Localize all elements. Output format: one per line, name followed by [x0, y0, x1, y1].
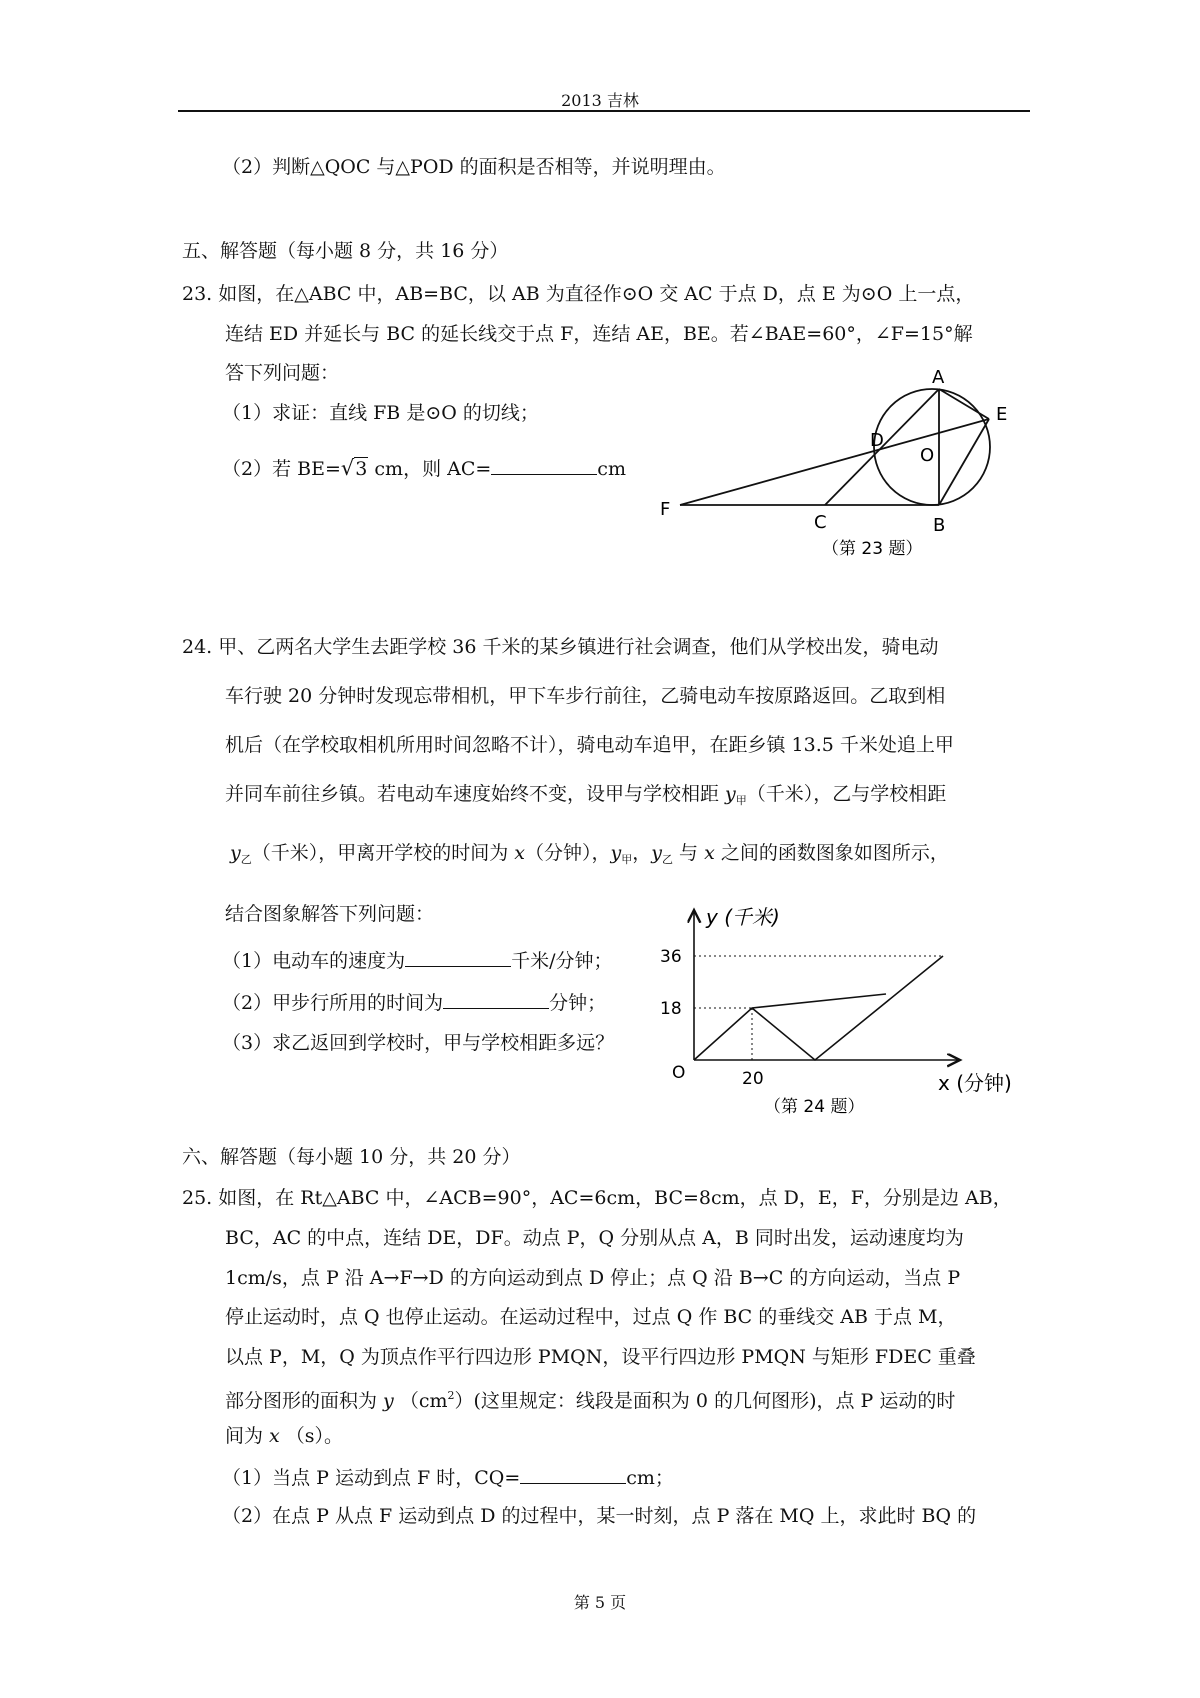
q24-line4-text-b: （千米），乙与学校相距 [746, 783, 947, 805]
label-f: F [660, 499, 671, 520]
q25-line7 [225, 1425, 343, 1447]
q25-line6-text: 部分图形的面积为 [225, 1390, 384, 1412]
q25-line4: 停止运动时，点 Q 也停止运动。在运动过程中，过点 Q 作 BC 的垂线交 AB 于点 M， [225, 1306, 957, 1328]
q24-part2-blank [443, 990, 549, 1009]
var-x: x [704, 842, 715, 864]
label-b: B [933, 515, 946, 536]
q24-part1-text: （1）电动车的速度为 [222, 950, 406, 972]
var-y: y [610, 842, 622, 864]
q25-line6-rest: ）(这里规定：线段是面积为 0 的几何图形)，点 P 运动的时 [454, 1390, 956, 1412]
q24-line5 [230, 842, 949, 871]
line-fe [680, 419, 989, 505]
label-e: E [996, 404, 1008, 425]
q24-line3: 机后（在学校取相机所用时间忽略不计），骑电动车追甲，在距乡镇 13.5 千米处追上甲 [225, 734, 954, 756]
q24-line1: 24. 甲、乙两名大学生去距学校 36 千米的某乡镇进行社会调查，他们从学校出发，骑电动 [182, 636, 939, 658]
q23-part2-mid: cm，则 AC= [368, 458, 492, 480]
q23-part2 [222, 456, 626, 480]
label-c: C [814, 512, 827, 533]
label-a: A [932, 367, 945, 388]
ytick-18: 18 [660, 999, 682, 1019]
q24-part1-unit: 千米/分钟； [511, 950, 613, 972]
q23-line3: 答下列问题： [225, 362, 340, 384]
var-y: y [383, 1390, 394, 1412]
sqrt-symbol: √3 [340, 456, 368, 480]
q24-part1 [222, 948, 613, 972]
q25-line3: 1cm/s，点 P 沿 A→F→D 的方向运动到点 D 停止；点 Q 沿 B→C 的方向运动，当点 P [225, 1267, 961, 1289]
var-x: x [514, 842, 525, 864]
q24-line5-text: （千米），甲离开学校的时间为 [251, 842, 515, 864]
q23-answer-blank [491, 456, 597, 475]
q25-line7-rest: （s）。 [279, 1425, 344, 1447]
label-o: O [920, 445, 935, 466]
sub-jia: 甲 [735, 794, 747, 807]
q24-part1-blank [405, 948, 511, 967]
line-eb [939, 419, 989, 505]
q25-line5: 以点 P，M，Q 为顶点作平行四边形 PMQN，设平行四边形 PMQN 与矩形 FDEC 重叠 [225, 1346, 976, 1368]
q22-part2: （2）判断△QOC 与△POD 的面积是否相等，并说明理由。 [222, 156, 726, 178]
q25-line1: 25. 如图，在 Rt△ABC 中，∠ACB=90°，AC=6cm，BC=8cm，点 D，E，F，分别是边 AB， [182, 1187, 1012, 1209]
section5-title: 五、解答题（每小题 8 分，共 16 分） [182, 240, 509, 262]
q24-line2: 车行驶 20 分钟时发现忘带相机，甲下车步行前往，乙骑电动车按原路返回。乙取到相 [225, 685, 946, 707]
var-x: x [269, 1425, 280, 1447]
sub-jia: 甲 [621, 853, 633, 866]
q24-line4-text: 并同车前往乡镇。若电动车速度始终不变，设甲与学校相距 [225, 783, 726, 805]
q25-part1-unit: cm； [626, 1467, 674, 1489]
q25-part1-text: （1）当点 P 运动到点 F 时，CQ= [222, 1467, 521, 1489]
q24-line6: 结合图象解答下列问题： [225, 903, 435, 925]
q23-part2-prefix: （2）若 BE= [222, 458, 341, 480]
origin-label: O [672, 1063, 686, 1083]
page-header: 2013 吉林 [561, 91, 639, 110]
ytick-36: 36 [660, 947, 682, 967]
q25-line2: BC，AC 的中点，连结 DE，DF。动点 P，Q 分别从点 A，B 同时出发，运动速度均为 [225, 1227, 964, 1249]
q25-part2: （2）在点 P 从点 F 运动到点 D 的过程中，某一时刻，点 P 落在 MQ 上，求此时 BQ 的 [222, 1505, 977, 1527]
x-axis-label: x (分钟) [938, 1071, 1012, 1095]
q23-caption: （第 23 题） [822, 539, 923, 559]
q23-line2: 连结 ED 并延长与 BC 的延长线交于点 F，连结 AE，BE。若∠BAE=60°，∠F=15°解 [225, 323, 973, 345]
var-y: y [230, 842, 241, 864]
var-y: y [651, 842, 662, 864]
q24-line5-text-b: （分钟）， [525, 842, 611, 864]
sub-yi: 乙 [240, 853, 252, 866]
q23-part2-unit: cm [597, 458, 626, 480]
q23-figure [650, 365, 1030, 565]
q25-line6 [225, 1385, 955, 1412]
header-rule [178, 110, 1030, 112]
q24-line5-text-e: 之间的函数图象如图所示， [714, 842, 949, 864]
q23-part1: （1）求证：直线 FB 是⊙O 的切线； [222, 402, 539, 424]
page-footer: 第 5 页 [573, 1593, 627, 1612]
q24-chart [660, 900, 1030, 1120]
q24-part2 [222, 990, 606, 1014]
xtick-20: 20 [742, 1069, 764, 1089]
q24-line4 [225, 783, 946, 812]
superscript-2: 2 [447, 1389, 455, 1402]
var-y: y [725, 783, 736, 805]
q24-line5-yu: 与 [673, 842, 705, 864]
series-yi [752, 956, 943, 1060]
q24-part3: （3）求乙返回到学校时，甲与学校相距多远？ [222, 1032, 615, 1054]
q24-line5-comma: ， [632, 842, 652, 864]
sqrt-value: 3 [355, 458, 368, 480]
q24-caption: （第 24 题） [764, 1097, 865, 1117]
line-ae [939, 389, 989, 419]
q25-part1 [222, 1465, 674, 1489]
q25-line7-text: 间为 [225, 1425, 270, 1447]
label-d: D [870, 430, 884, 451]
section6-title: 六、解答题（每小题 10 分，共 20 分） [182, 1146, 521, 1168]
y-axis-label: y (千米) [706, 905, 780, 929]
sub-yi: 乙 [662, 853, 673, 866]
q25-line6-unit: （cm [393, 1390, 448, 1412]
q23-line1: 23. 如图，在△ABC 中，AB=BC，以 AB 为直径作⊙O 交 AC 于点 D，点 E 为⊙O 上一点， [182, 283, 975, 305]
series-jia [694, 994, 886, 1060]
q24-part2-text: （2）甲步行所用的时间为 [222, 992, 444, 1014]
q24-part2-unit: 分钟； [549, 992, 607, 1014]
q25-part1-blank [520, 1465, 626, 1484]
